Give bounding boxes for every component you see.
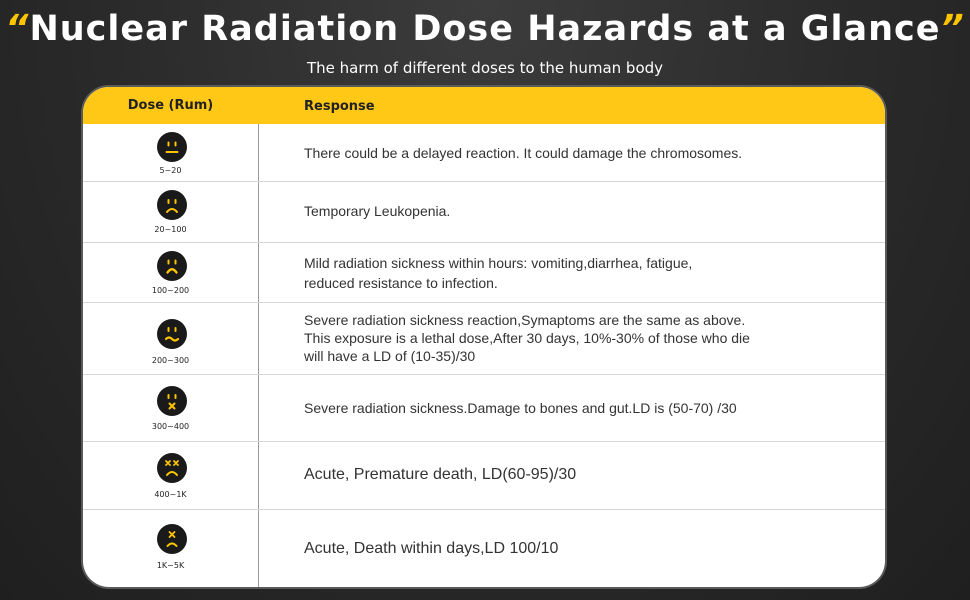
response-text — [304, 253, 692, 293]
sad-face-icon — [157, 190, 187, 220]
close-quote: ” — [940, 8, 965, 49]
table-row — [83, 510, 885, 587]
response-text — [304, 465, 576, 485]
dead-face-icon — [157, 524, 187, 554]
response-text — [304, 311, 750, 365]
table-row — [83, 182, 885, 243]
header-dose: Dose (Rum) — [127, 98, 214, 113]
table-row — [83, 303, 885, 375]
table-row — [83, 243, 885, 303]
response-text — [304, 539, 558, 559]
response-text — [304, 201, 450, 221]
table-row — [83, 375, 885, 442]
x-mouth-face-icon — [157, 386, 187, 416]
dose-value: 1K~5K — [156, 561, 185, 570]
dose-table — [83, 87, 885, 587]
dose-value: 200~300 — [151, 356, 190, 365]
dose-value: 5~20 — [159, 166, 182, 175]
page-subtitle: The harm of different doses to the human body — [306, 59, 664, 77]
page-title — [0, 8, 970, 49]
dose-value: 400~1K — [154, 490, 187, 499]
response-text — [304, 398, 737, 418]
response-line: Temporary Leukopenia. — [304, 203, 451, 219]
response-line: This exposure is a lethal dose,After 30 days, 10%-30% of those who die — [304, 330, 750, 346]
response-line: will have a LD of (10-35)/30 — [304, 348, 476, 364]
table-row — [83, 124, 885, 182]
x-eyes-face-icon — [157, 453, 187, 483]
response-line: Severe radiation sickness.Damage to bones and gut.LD is (50-70) /30 — [304, 400, 737, 416]
dose-value: 300~400 — [151, 422, 190, 431]
response-line: There could be a delayed reaction. It could damage the chromosomes. — [304, 145, 743, 161]
response-line: Severe radiation sickness reaction,Symaptoms are the same as above. — [304, 312, 746, 328]
dose-value: 20~100 — [154, 225, 187, 234]
table-header — [83, 87, 885, 124]
response-line: Mild radiation sickness within hours: vomiting,diarrhea, fatigue, — [304, 255, 693, 271]
frown-face-icon — [157, 251, 187, 281]
open-quote: “ — [5, 8, 30, 49]
response-line: reduced resistance to infection. — [304, 275, 498, 291]
grimace-face-icon — [157, 319, 187, 349]
response-line: Acute, Death within days,LD 100/10 — [304, 540, 559, 557]
response-text — [304, 143, 742, 163]
neutral-face-icon — [157, 132, 187, 162]
header-response: Response — [304, 99, 375, 114]
dose-value: 100~200 — [151, 286, 190, 295]
response-line: Acute, Premature death, LD(60-95)/30 — [304, 466, 577, 483]
table-row — [83, 442, 885, 510]
page-title-text: Nuclear Radiation Dose Hazards at a Glance — [29, 9, 941, 49]
